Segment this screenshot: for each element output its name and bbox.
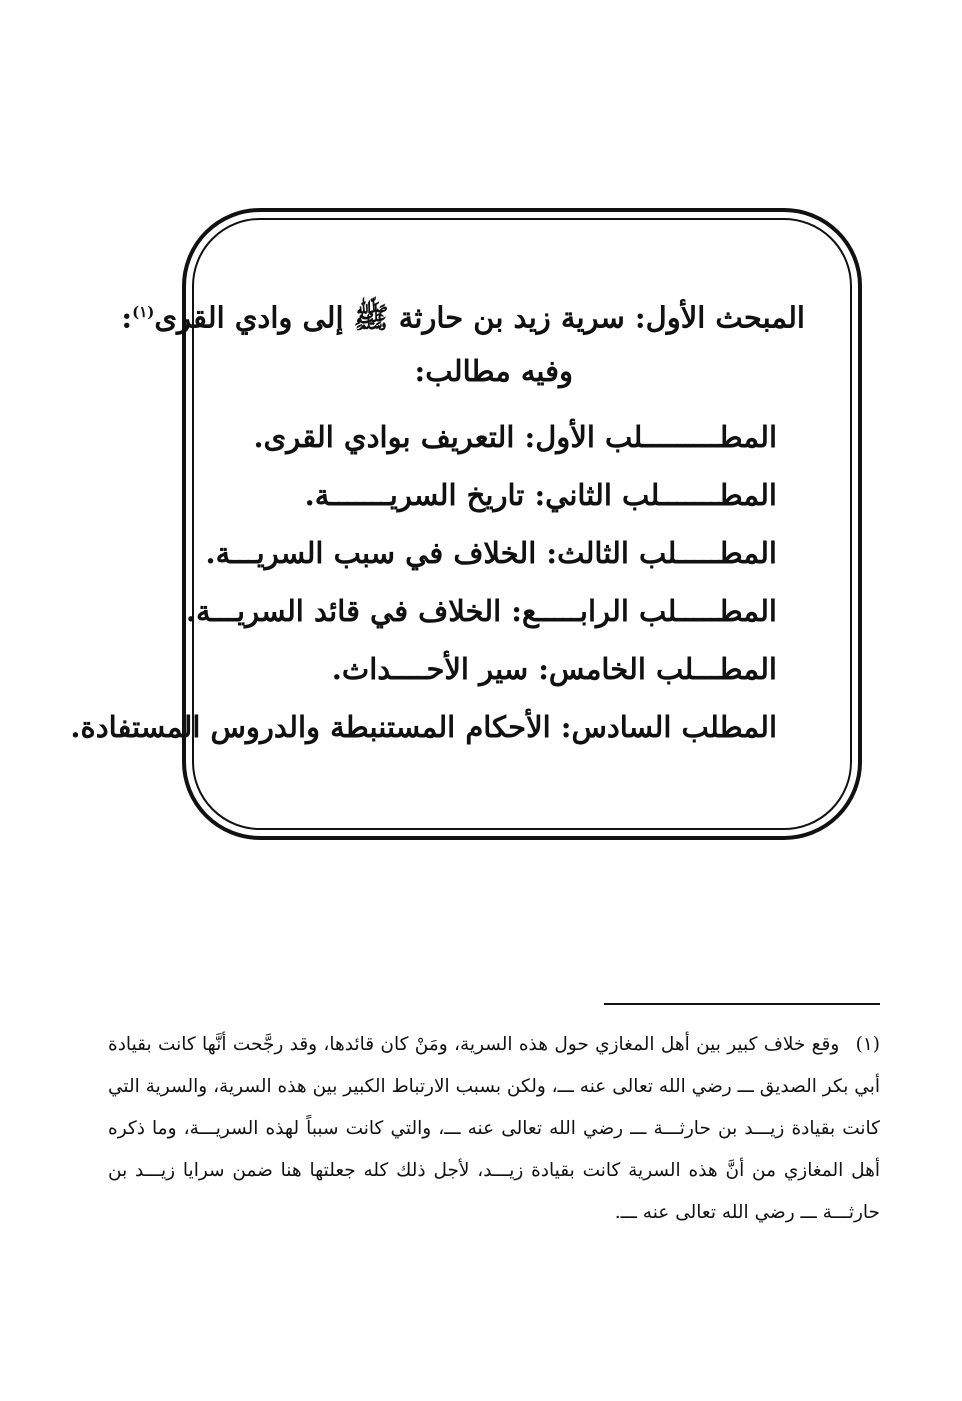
section-heading xyxy=(121,290,805,340)
footnote xyxy=(108,1024,880,1234)
subsections-list xyxy=(70,408,805,756)
subsection-item: المطـــــــــلب الأول: التعريف بوادي القرى. xyxy=(253,419,777,454)
subsections-label: وفيه مطالب: xyxy=(414,353,573,388)
subsection-item: المطـــــلب الثالث: الخلاف في سبب السريـــة. xyxy=(205,535,777,570)
footnote-reference[interactable]: (١) xyxy=(132,303,155,321)
subsection-item: المطلب السادس: الأحكام المستنبطة والدروس المستفادة. xyxy=(70,709,777,744)
subsection-item: المطـــــــلب الثاني: تاريخ السريـــــــة. xyxy=(304,477,777,512)
subsection-item: المطـــلب الخامس: سير الأحــــداث. xyxy=(331,651,777,686)
footnote-separator xyxy=(604,1003,880,1005)
section-heading-colon: : xyxy=(121,300,133,335)
section-title-box xyxy=(70,290,805,770)
footnote-number: (١) xyxy=(855,1034,881,1055)
footnote-text: وقع خلاف كبير بين أهل المغازي حول هذه السرية، ومَنْ كان قائدها، وقد رجَّحت أنَّها كانت بقيادة أبي بكر الصديق ـــ رضي الله تعالى عنه ـــ، ولكن بسبب الارتباط الكبير بين هذه السرية، والسرية التي كانت بقيادة زيـــد بن حارثـــة ـــ رضي الله تعالى عنه ـــ، والتي كانت سبباً لهذه السريـــة، وما ذكره أهل المغازي من أنَّ هذه السرية كانت بقيادة زيـــد، لأجل ذلك كله جعلتها هنا ضمن سرايا زيـــد بن حارثـــة ـــ رضي الله تعالى عنه ـــ. xyxy=(108,1034,880,1223)
section-heading-text: المبحث الأول: سرية زيد بن حارثة ﷺ إلى وادي القرى xyxy=(154,300,805,335)
subsection-item: المطـــــلب الرابـــــع: الخلاف في قائد السريـــة. xyxy=(185,593,777,628)
